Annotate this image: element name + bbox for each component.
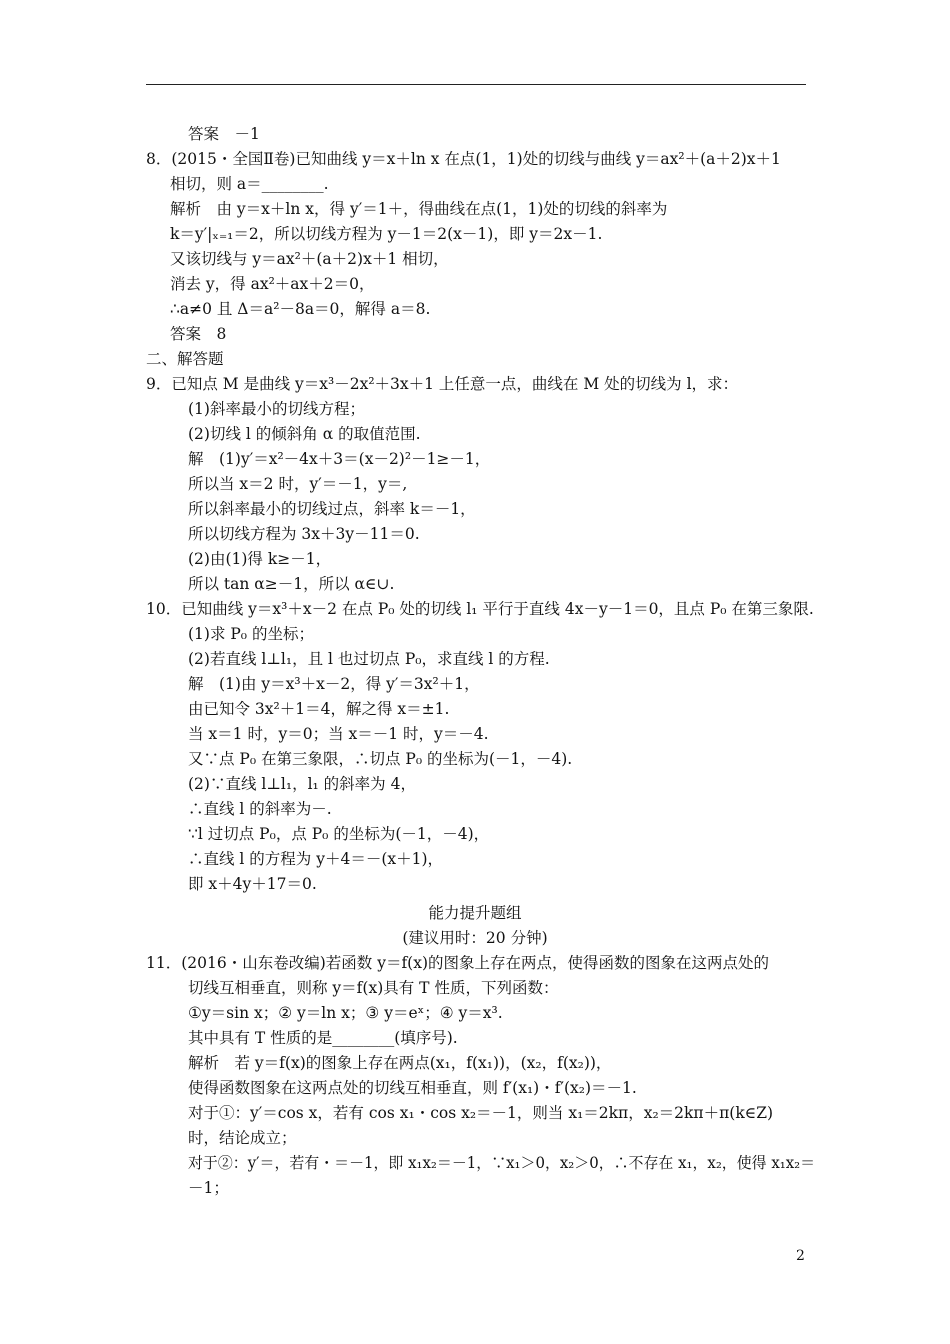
- text-line: 切线互相垂直，则称 y＝f(x)具有 T 性质，下列函数：: [188, 979, 559, 997]
- text-line: ①y＝sin x；② y＝ln x；③ y＝eˣ；④ y＝x³.: [188, 1004, 503, 1022]
- text-line: －1；: [188, 1179, 229, 1197]
- text-line: 答案 8: [170, 325, 227, 343]
- text-line: 所以当 x＝2 时，y′＝－1，y＝,: [188, 475, 408, 493]
- text-line: 相切，则 a＝________.: [170, 175, 329, 193]
- section-heading: 二、解答题: [146, 350, 224, 368]
- text-line: 所以 tan α≥－1，所以 α∈∪.: [188, 575, 395, 593]
- text-line: (2)切线 l 的倾斜角 α 的取值范围.: [188, 425, 421, 443]
- text-line: 由已知令 3x²＋1＝4，解之得 x＝±1.: [188, 700, 450, 718]
- text-line: 当 x＝1 时，y＝0；当 x＝－1 时，y＝－4.: [188, 725, 489, 743]
- text-line: 解 (1)由 y＝x³＋x－2，得 y′＝3x²＋1，: [188, 675, 480, 693]
- section-subtitle: (建议用时：20 分钟): [402, 929, 548, 947]
- text-line: 10．已知曲线 y＝x³＋x－2 在点 P₀ 处的切线 l₁ 平行于直线 4x－y－1＝0，且点 P₀ 在第三象限.: [146, 600, 814, 618]
- text-line: (2)∵直线 l⊥l₁，l₁ 的斜率为 4，: [188, 775, 416, 793]
- text-line: 使得函数图象在这两点处的切线互相垂直，则 f′(x₁)・f′(x₂)＝－1.: [188, 1079, 637, 1097]
- text-line: 又该切线与 y＝ax²＋(a＋2)x＋1 相切，: [170, 250, 449, 268]
- text-line: (2)若直线 l⊥l₁，且 l 也过切点 P₀，求直线 l 的方程.: [188, 650, 550, 668]
- text-line: (2)由(1)得 k≥－1，: [188, 550, 332, 568]
- text-line: 答案 －1: [188, 125, 260, 143]
- text-line: ∴直线 l 的斜率为－.: [188, 800, 332, 818]
- header-rule: [146, 84, 806, 85]
- text-line: 解 (1)y′＝x²－4x＋3＝(x－2)²－1≥－1，: [188, 450, 491, 468]
- text-line: 其中具有 T 性质的是________(填序号).: [188, 1029, 458, 1047]
- text-line: (1)斜率最小的切线方程；: [188, 400, 365, 418]
- text-line: 对于①：y′＝cos x，若有 cos x₁・cos x₂＝－1，则当 x₁＝2kπ，x₂＝2kπ＋π(k∈Z): [188, 1104, 774, 1122]
- text-line: k＝y′|ₓ₌₁＝2，所以切线方程为 y－1＝2(x－1)，即 y＝2x－1.: [170, 225, 603, 243]
- text-line: 9．已知点 M 是曲线 y＝x³－2x²＋3x＋1 上任意一点，曲线在 M 处的切线为 l，求：: [146, 375, 739, 393]
- text-line: 消去 y，得 ax²＋ax＋2＝0，: [170, 275, 375, 293]
- page-number: 2: [796, 1248, 805, 1264]
- text-line: 8．(2015・全国Ⅱ卷)已知曲线 y＝x＋ln x 在点(1，1)处的切线与曲线 y＝ax²＋(a＋2)x＋1: [146, 150, 781, 168]
- text-line: 又∵点 P₀ 在第三象限，∴切点 P₀ 的坐标为(－1，－4).: [188, 750, 573, 768]
- text-line: ∴a≠0 且 Δ＝a²－8a＝0，解得 a＝8.: [170, 300, 431, 318]
- text-line: 即 x＋4y＋17＝0.: [188, 875, 317, 893]
- section-title: 能力提升题组: [428, 904, 522, 922]
- text-line: ∵l 过切点 P₀，点 P₀ 的坐标为(－1，－4)，: [188, 825, 490, 843]
- text-line: (1)求 P₀ 的坐标；: [188, 625, 314, 643]
- text-line: 所以斜率最小的切线过点，斜率 k＝－1，: [188, 500, 476, 518]
- text-line: ∴直线 l 的方程为 y＋4＝－(x＋1)，: [188, 850, 444, 868]
- text-line: 解析 由 y＝x＋ln x，得 y′＝1＋，得曲线在点(1，1)处的切线的斜率为: [170, 200, 668, 218]
- text-line: 对于②：y′＝，若有・＝－1，即 x₁x₂＝－1，∵x₁＞0，x₂＞0，∴不存在 x₁，x₂，使得 x₁x₂＝: [188, 1154, 816, 1172]
- text-line: 解析 若 y＝f(x)的图象上存在两点(x₁，f(x₁))，(x₂，f(x₂))，: [188, 1054, 612, 1072]
- text-line: 11．(2016・山东卷改编)若函数 y＝f(x)的图象上存在两点，使得函数的图象在这两点处的: [146, 954, 770, 972]
- text-line: 所以切线方程为 3x＋3y－11＝0.: [188, 525, 420, 543]
- text-line: 时，结论成立；: [188, 1129, 297, 1147]
